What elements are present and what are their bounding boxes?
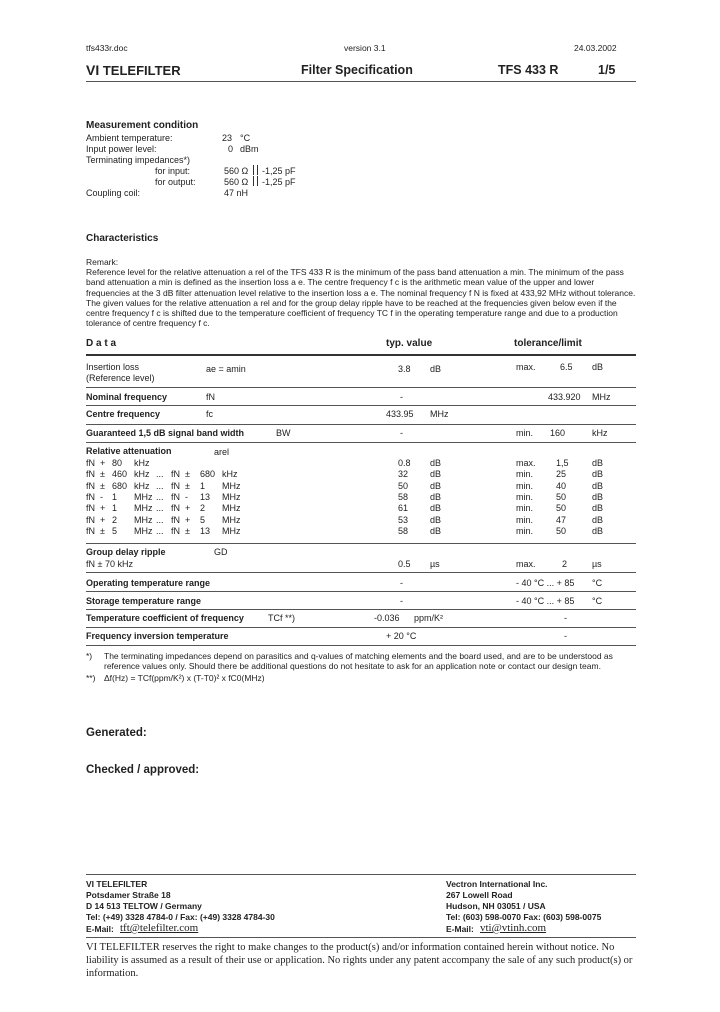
rel-row-v1: 460 — [112, 469, 128, 480]
rel-row-u2: MHz — [222, 514, 241, 525]
rel-row-kind: min. — [516, 480, 534, 491]
rel-row-lu: dB — [592, 469, 604, 480]
output-capacitance: -1,25 pF — [262, 177, 296, 187]
rel-row-kind: min. — [516, 525, 534, 536]
rel-row-typ: 61 — [398, 503, 409, 514]
centre-typ: 433.95 — [386, 409, 414, 419]
rel-row-u2: MHz — [222, 480, 241, 491]
footer-left-email-label: E-Mail: — [86, 924, 114, 934]
note2-text: Δf(Hz) = TCf(ppm/K²) x (T-T0)² x fC0(MHz) — [104, 673, 265, 683]
rel-row-dots: ... — [156, 469, 164, 480]
input-label: for input: — [155, 166, 191, 176]
power-label: Input power level: — [86, 144, 157, 154]
rel-row-typ: 32 — [398, 469, 409, 480]
rel-row-v2: 1 — [200, 480, 206, 491]
vi-logo-mark: VI — [86, 62, 100, 78]
rel-row-u1: kHz — [134, 480, 150, 491]
rel-row-dots: ... — [156, 480, 164, 491]
rel-row-a: fN — [86, 458, 95, 468]
note1-text: The terminating impedances depend on parasitics and q-values of matching elements and the board used, and are to be understood as reference values only. Should there be additional questions do not hesitate to ask for an application note or contact our design team. — [104, 651, 613, 672]
footer-rule-2 — [86, 937, 636, 938]
ambient-unit: °C — [240, 133, 251, 143]
rel-row-b: fN — [171, 514, 180, 525]
col-tolerance: tolerance/limit — [514, 338, 582, 349]
rel-row-v1: 5 — [112, 525, 118, 536]
rel-row-op: + — [100, 458, 106, 468]
rel-row-op2: + — [185, 514, 191, 525]
rel-row-kind: min. — [516, 491, 534, 502]
bw-lim-kind: min. — [516, 428, 534, 438]
remark-paragraph: Reference level for the relative attenuation a rel of the TFS 433 R is the minimum of the pass band attenuation a min. The minimum of the pass band attenuation a min is defined as the insertion loss a e. The centre frequency f c is the arithmetic mean value of the upper and lower frequencies at the 3 dB filter attenuation level relative to the insertion loss a e. The nominal frequency f N is fixed at 433,92 MHz without tolerance. The given values for the relative attenuation a rel and for the group delay ripple have to be reached at the frequencies given below even if the centre frequency f c is shifted due to the temperature coefficient of frequency TC f in the operating temperature range and due to a production tolerance of centre frequency f c. — [86, 267, 636, 329]
st-temp-typ: - — [400, 596, 403, 606]
gd-label: Group delay ripple — [86, 547, 166, 557]
row-rule — [86, 591, 636, 592]
st-temp-unit: °C — [592, 596, 603, 606]
row-rule — [86, 627, 636, 628]
footer-right-email-label: E-Mail: — [446, 924, 474, 934]
nominal-typ: - — [400, 392, 403, 402]
tc-typ: -0.036 — [374, 613, 400, 623]
gd-lim: 2 — [562, 559, 568, 569]
rel-row-v1: 680 — [112, 480, 128, 491]
rel-row-op: + — [100, 503, 106, 514]
rel-row-lu: dB — [592, 491, 604, 502]
tc-label: Temperature coefficient of frequency — [86, 613, 244, 623]
power-unit: dBm — [240, 144, 259, 154]
rel-row-a: fN — [86, 525, 95, 536]
rel-row-b: fN — [171, 491, 180, 502]
measurement-title: Measurement condition — [86, 120, 199, 131]
rel-row-typ: 53 — [398, 514, 409, 525]
rel-row-v2: 13 — [200, 525, 211, 536]
doc-date: 24.03.2002 — [574, 43, 617, 53]
centre-label: Centre frequency — [86, 409, 161, 419]
rel-row-a: fN — [86, 480, 95, 491]
rel-row-tu: dB — [430, 469, 442, 480]
rel-row-u2: MHz — [222, 525, 241, 536]
rel-row-u1: MHz — [134, 514, 153, 525]
rel-row-v2: 13 — [200, 491, 211, 502]
output-resistance: 560 Ω — [224, 177, 249, 187]
row-rule — [86, 442, 636, 443]
nominal-lim-unit: MHz — [592, 392, 611, 402]
output-label: for output: — [155, 177, 196, 187]
nominal-label: Nominal frequency — [86, 392, 168, 402]
coil-value: 47 nH — [224, 188, 249, 198]
tc-symbol: TCf **) — [268, 613, 295, 623]
bw-lim: 160 — [550, 428, 566, 438]
file-name: tfs433r.doc — [86, 43, 128, 53]
bw-label: Guaranteed 1,5 dB signal band width — [86, 428, 245, 438]
rel-row-v1: 1 — [112, 503, 118, 514]
rel-row-u2: kHz — [222, 469, 238, 480]
ambient-label: Ambient temperature: — [86, 133, 173, 143]
rel-row-lu: dB — [592, 514, 604, 525]
rel-row-v2: 5 — [200, 514, 206, 525]
rel-row-op2: + — [185, 503, 191, 514]
rel-row-lim: 50 — [556, 491, 567, 502]
rel-row-kind: min. — [516, 503, 534, 514]
op-temp-label: Operating temperature range — [86, 578, 211, 588]
rel-row-lu: dB — [592, 458, 604, 468]
power-value: 0 — [228, 144, 234, 154]
rel-row-lu: dB — [592, 480, 604, 491]
rel-row-kind: min. — [516, 514, 534, 525]
rel-row-kind: max. — [516, 458, 536, 468]
footer-rule — [86, 874, 636, 875]
rel-row-b: fN — [171, 503, 180, 514]
insertion-sub: (Reference level) — [86, 373, 155, 383]
rel-row-op2: ± — [185, 525, 190, 536]
rel-row-dots: ... — [156, 491, 164, 502]
rel-row-dots: ... — [156, 525, 164, 536]
doc-title: Filter Specification — [301, 63, 413, 77]
footer-left-email-link[interactable]: tft@telefilter.com — [120, 922, 199, 934]
footer-left-tel: Tel: (+49) 3328 4784-0 / Fax: (+49) 3328 4784-30 — [86, 912, 275, 922]
fi-typ: + 20 °C — [386, 631, 417, 641]
header-rule — [86, 81, 636, 82]
rel-row-lu: dB — [592, 503, 604, 514]
footer-right-name: Vectron International Inc. — [446, 879, 548, 889]
footer-right-email-link[interactable]: vti@vtinh.com — [480, 922, 547, 934]
footer-right-tel: Tel: (603) 598-0070 Fax: (603) 598-0075 — [446, 912, 602, 922]
rel-row-tu: dB — [430, 458, 442, 468]
rel-row-op: + — [100, 514, 106, 525]
rel-row-op: ± — [100, 469, 105, 480]
rel-row-lim: 40 — [556, 480, 567, 491]
rel-row-u1: MHz — [134, 525, 153, 536]
characteristics-title: Characteristics — [86, 233, 159, 244]
rel-row-lim: 50 — [556, 525, 567, 536]
company-name: TELEFILTER — [102, 63, 181, 78]
parallel-symbol — [253, 176, 258, 186]
input-resistance: 560 Ω — [224, 166, 249, 176]
tc-lim: - — [564, 613, 567, 623]
rel-row-a: fN — [86, 469, 95, 480]
gd-row: fN ± 70 kHz — [86, 559, 133, 569]
rel-row-u1: MHz — [134, 503, 153, 514]
rel-row-lim: 50 — [556, 503, 567, 514]
tc-unit: ppm/K² — [414, 613, 444, 623]
bw-symbol: BW — [276, 428, 291, 438]
st-temp-label: Storage temperature range — [86, 596, 202, 606]
nominal-symbol: fN — [206, 392, 215, 402]
bw-typ: - — [400, 428, 403, 438]
gd-typ: 0.5 — [398, 559, 411, 569]
rel-row-kind: min. — [516, 469, 534, 480]
rel-row-b: fN — [171, 469, 180, 480]
table-header-rule — [86, 354, 636, 356]
checked-label: Checked / approved: — [86, 764, 200, 776]
gd-typ-unit: µs — [430, 559, 440, 569]
gd-lim-kind: max. — [516, 559, 536, 569]
note2-mark: **) — [86, 673, 96, 683]
rel-row-u1: kHz — [134, 458, 150, 468]
gd-symbol: GD — [214, 547, 228, 557]
page-number: 1/5 — [598, 63, 616, 77]
rel-symbol: arel — [214, 447, 230, 457]
footer-left-name: VI TELEFILTER — [86, 879, 148, 889]
rel-row-tu: dB — [430, 480, 442, 491]
rel-row-op2: - — [185, 491, 188, 502]
rel-row-v2: 2 — [200, 503, 206, 514]
rel-row-typ: 58 — [398, 491, 409, 502]
insertion-label: Insertion loss — [86, 362, 140, 372]
rel-row-dots: ... — [156, 514, 164, 525]
row-rule — [86, 405, 636, 406]
rel-row-u2: MHz — [222, 491, 241, 502]
rel-row-v1: 80 — [112, 458, 123, 468]
rel-row-typ: 58 — [398, 525, 409, 536]
rel-row-typ: 50 — [398, 480, 409, 491]
coil-label: Coupling coil: — [86, 188, 141, 198]
rel-row-a: fN — [86, 514, 95, 525]
parallel-symbol — [253, 165, 258, 175]
centre-symbol: fc — [206, 409, 214, 419]
rel-row-v2: 680 — [200, 469, 216, 480]
insertion-symbol: ae = amin — [206, 364, 246, 374]
rel-row-lim: 1,5 — [556, 458, 569, 468]
rel-row-dots: ... — [156, 503, 164, 514]
rel-label: Relative attenuation — [86, 446, 172, 456]
fi-label: Frequency inversion temperature — [86, 631, 229, 641]
rel-row-op: ± — [100, 480, 105, 491]
st-temp-lim: - 40 °C ... + 85 — [516, 596, 575, 606]
row-rule — [86, 424, 636, 425]
rel-row-tu: dB — [430, 491, 442, 502]
rel-row-op: - — [100, 491, 103, 502]
centre-typ-unit: MHz — [430, 409, 449, 419]
op-temp-lim: - 40 °C ... + 85 — [516, 578, 575, 588]
rel-row-u1: MHz — [134, 491, 153, 502]
ambient-value: 23 — [222, 133, 233, 143]
company-logo — [86, 62, 181, 78]
part-number: TFS 433 R — [498, 63, 559, 77]
term-label: Terminating impedances*) — [86, 155, 191, 165]
row-rule — [86, 645, 636, 646]
nominal-lim: 433.920 — [548, 392, 581, 402]
op-temp-unit: °C — [592, 578, 603, 588]
row-rule — [86, 543, 636, 544]
disclaimer: VI TELEFILTER reserves the right to make changes to the product(s) and/or information contained herein without notice. No liability is assumed as a result of their use or application. No rights under any patent accompany the sale of any such product(s) or information. — [86, 942, 633, 979]
rel-row-a: fN — [86, 503, 95, 514]
rel-row-lu: dB — [592, 525, 604, 536]
gd-lim-unit: µs — [592, 559, 602, 569]
note1-mark: *) — [86, 651, 93, 661]
footer-right-city: Hudson, NH 03051 / USA — [446, 901, 546, 911]
row-rule — [86, 572, 636, 573]
row-rule — [86, 609, 636, 610]
rel-row-lim: 47 — [556, 514, 567, 525]
rel-row-op: ± — [100, 525, 105, 536]
version-label: version 3.1 — [344, 43, 386, 53]
rel-row-op2: ± — [185, 469, 190, 480]
op-temp-typ: - — [400, 578, 403, 588]
insertion-lim: 6.5 — [560, 362, 573, 372]
rel-row-b: fN — [171, 525, 180, 536]
footer-left-street: Potsdamer Straße 18 — [86, 890, 171, 900]
rel-row-tu: dB — [430, 503, 442, 514]
rel-row-tu: dB — [430, 514, 442, 525]
rel-row-lim: 25 — [556, 469, 567, 480]
col-typ-value: typ. value — [386, 338, 433, 349]
rel-row-v1: 1 — [112, 491, 118, 502]
rel-row-u2: MHz — [222, 503, 241, 514]
footer-right-street: 267 Lowell Road — [446, 890, 513, 900]
insertion-typ-unit: dB — [430, 364, 442, 374]
generated-label: Generated: — [86, 727, 147, 739]
rel-row-u1: kHz — [134, 469, 150, 480]
row-rule — [86, 387, 636, 388]
rel-row-a: fN — [86, 491, 95, 502]
remark-label: Remark: — [86, 257, 119, 267]
rel-row-tu: dB — [430, 525, 442, 536]
bw-lim-unit: kHz — [592, 428, 608, 438]
footer-left-city: D 14 513 TELTOW / Germany — [86, 901, 202, 911]
insertion-lim-kind: max. — [516, 362, 536, 372]
insertion-lim-unit: dB — [592, 362, 604, 372]
rel-row-typ: 0.8 — [398, 458, 411, 468]
fi-lim: - — [564, 631, 567, 641]
rel-row-op2: ± — [185, 480, 190, 491]
col-data: D a t a — [86, 338, 117, 349]
input-capacitance: -1,25 pF — [262, 166, 296, 176]
rel-row-b: fN — [171, 480, 180, 491]
rel-row-v1: 2 — [112, 514, 118, 525]
insertion-typ: 3.8 — [398, 364, 411, 374]
